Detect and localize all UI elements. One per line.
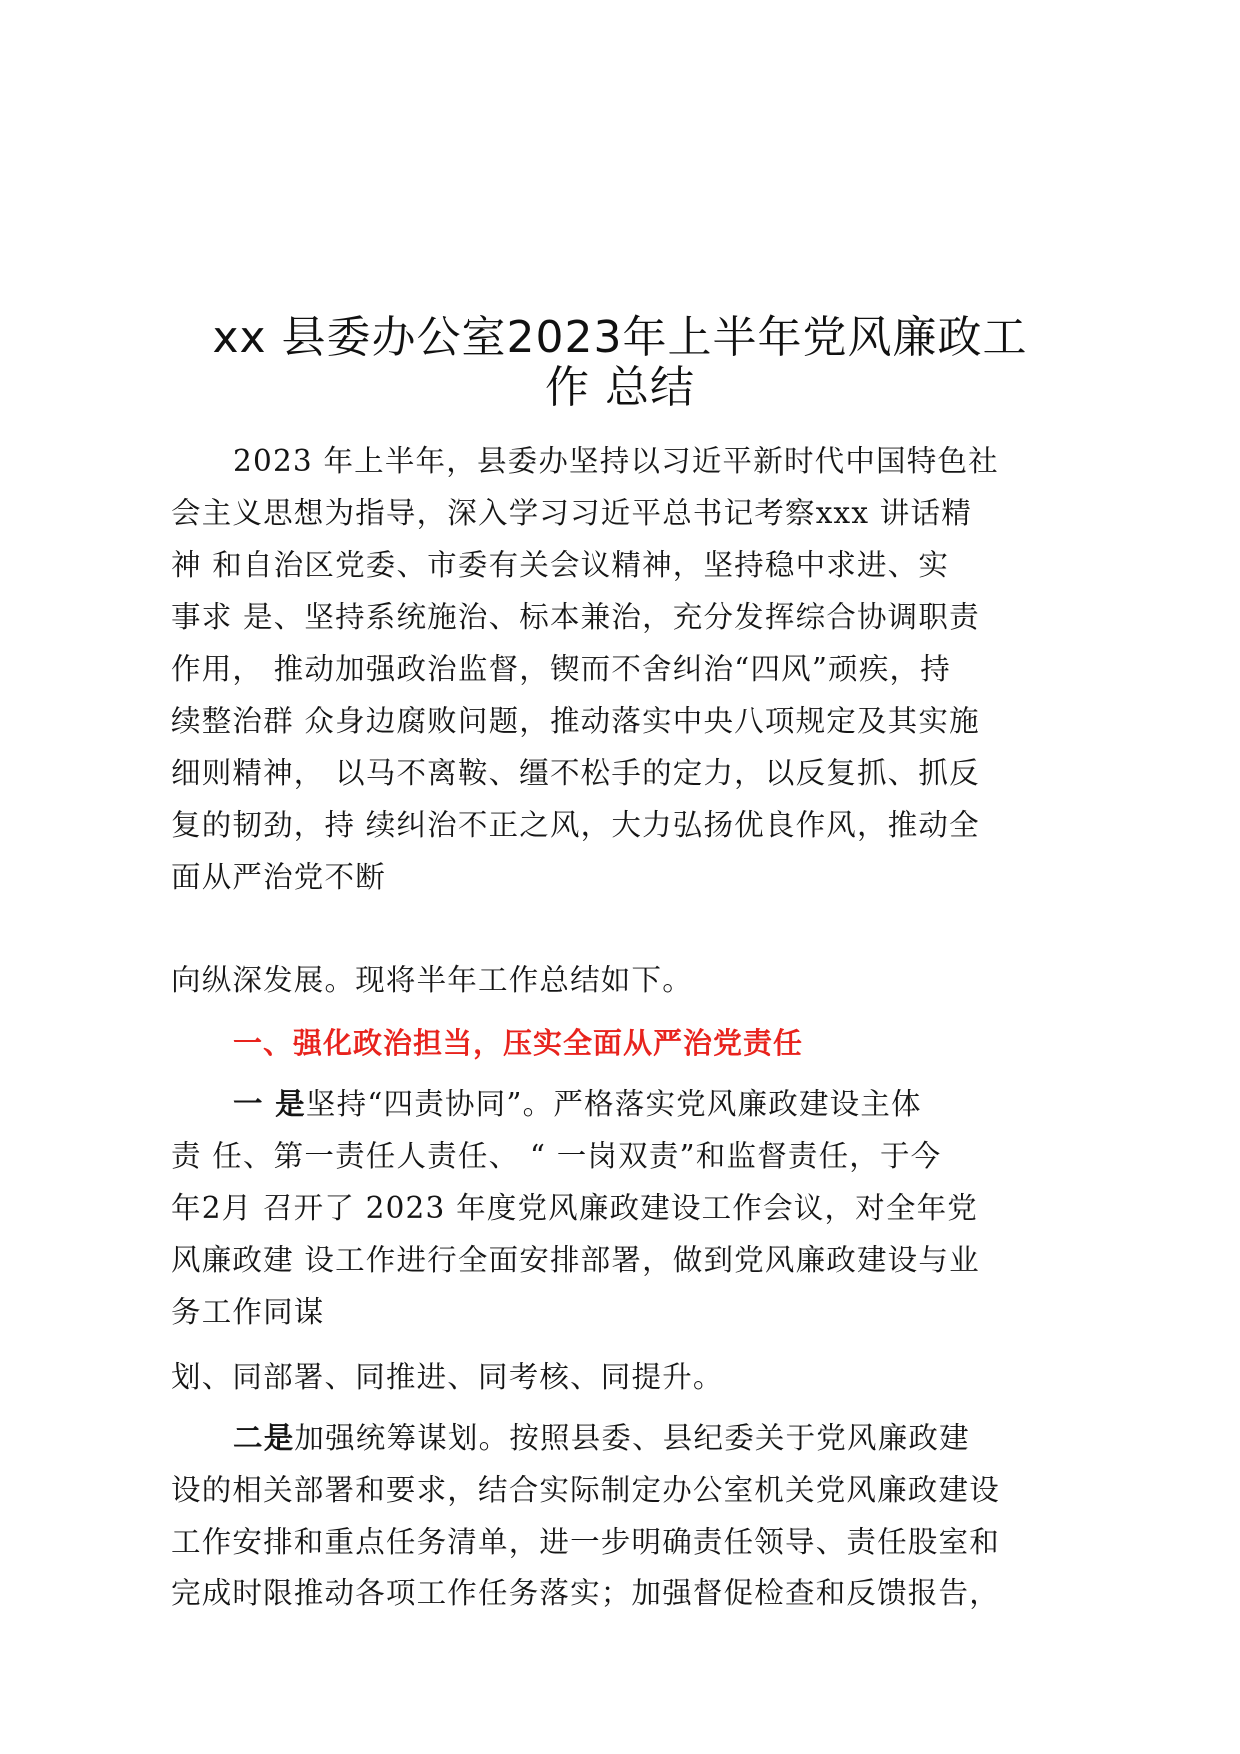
item-2-first-line-text: 加强统筹谋划。按照县委、县纪委关于党风廉政建 [294,1421,970,1455]
intro-tail-line: 向纵深发展。现将半年工作总结如下。 [171,963,693,997]
title-line-1: xx 县委办公室2023年上半年党风廉政工 [212,312,1028,363]
item-1-tail-line: 划、同部署、同推进、同考核、同提升。 [171,1360,724,1394]
intro-line: 会主义思想为指导，深入学习习近平总书记考察xxx 讲话精 [171,496,972,530]
item-2-lead: 二是 [233,1421,295,1455]
intro-line: 事求 是、坚持系统施治、标本兼治，充分发挥综合协调职责 [171,600,980,634]
item-1-line: 风廉政建 设工作进行全面安排部署，做到党风廉政建设与业 [171,1243,980,1277]
intro-line: 面从严治党不断 [171,860,386,894]
item-1-first-line-text: 坚持“四责协同”。严格落实党风廉政建设主体 [305,1087,922,1121]
intro-paragraph [171,435,1071,903]
item-2-tail-line: 完成时限推动各项工作任务落实；加强督促检查和反馈报告， [171,1576,1000,1610]
item-1-paragraph [171,1078,1071,1338]
item-2-paragraph [171,1412,1071,1568]
item-1-first-line [171,1078,1071,1130]
intro-line: 神 和自治区党委、市委有关会议精神，坚持稳中求进、实 [171,548,950,582]
item-1-lead: 一 是 [233,1087,306,1121]
item-1-line: 责 任、第一责任人责任、 “ 一岗双责”和监督责任，于今 [171,1139,942,1173]
item-2-tail-paragraph [171,1567,1071,1619]
intro-tail-paragraph [171,954,1071,1006]
item-2-first-line [171,1412,1071,1464]
intro-line: 2023 年上半年，县委办坚持以习近平新时代中国特色社 [233,444,999,478]
item-2-line: 设的相关部署和要求，结合实际制定办公室机关党风廉政建设 [171,1473,1000,1507]
title-line-2: 作 总结 [545,362,695,413]
intro-line: 作用， 推动加强政治监督，锲而不舍纠治“四风”顽疾，持 [171,652,951,686]
section-heading-1: 一、强化政治担当，压实全面从严治党责任 [233,1026,804,1060]
intro-line: 复的韧劲，持 续纠治不正之风，大力弘扬优良作风，推动全 [171,808,980,842]
intro-line: 细则精神， 以马不离鞍、缰不松手的定力，以反复抓、抓反 [171,756,980,790]
intro-line: 续整治群 众身边腐败问题，推动落实中央八项规定及其实施 [171,704,980,738]
item-1-line: 年2月 召开了 2023 年度党风廉政建设工作会议，对全年党 [171,1191,978,1225]
item-1-tail-paragraph [171,1351,1071,1403]
item-1-line: 务工作同谋 [171,1295,325,1329]
document-title [150,313,1090,413]
item-2-line: 工作安排和重点任务清单，进一步明确责任领导、责任股室和 [171,1525,1000,1559]
